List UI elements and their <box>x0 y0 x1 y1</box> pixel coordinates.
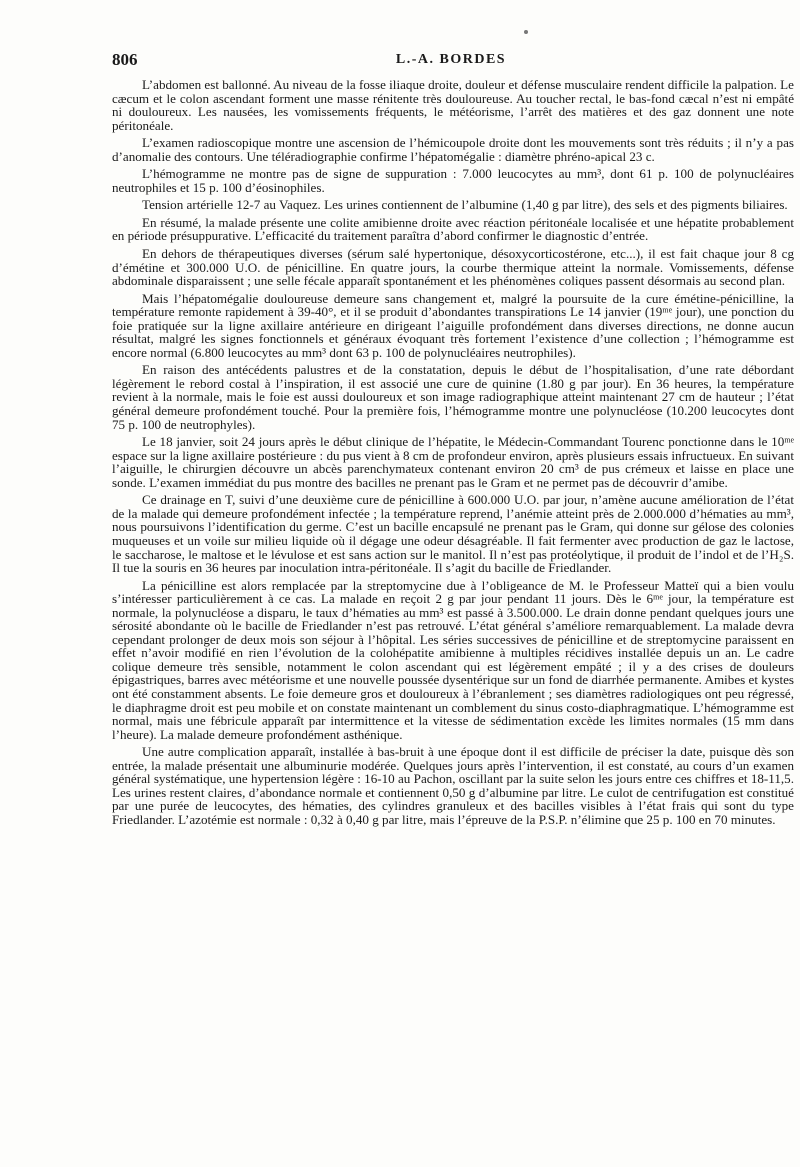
paragraph: En dehors de thérapeutiques diverses (sérum salé hypertonique, désoxycorticostérone, etc...), il est fait chaque jour 8 cg d’émétine et 300.000 U.O. de pénicilline. En quatre jours, la courbe thermique atteint la normale. Vomissements, défense abdominale disparaissent ; une selle fécale apparaît spontanément et les phénomènes coliques passent désormais au second plan. <box>112 246 794 289</box>
paragraph: L’hémogramme ne montre pas de signe de suppuration : 7.000 leucocytes au mm³, dont 61 p. 100 de polynucléaires neutrophiles et 15 p. 100 d’éosinophiles. <box>112 166 794 195</box>
article-body <box>112 78 794 830</box>
paragraph: Une autre complication apparaît, installée à bas-bruit à une époque dont il est difficile de préciser la date, puisque dès son entrée, la malade présentait une albuminurie modérée. Quelques jours après l’intervention, il est constaté, au cours d’un examen général systématique, une hypertension légère : 16-10 au Pachon, oscillant par la suite selon les jours entre ces chiffres et 18-11,5. Les urines restent claires, d’abondance normale et contiennent 0,50 g d’albumine par litre. Le culot de centrifugation est constitué par une purée de leucocytes, des hématies, des cylindres granuleux et des bacilles visibles à l’état frais qui sont du type Friedlander. L’azotémie est normale : 0,32 à 0,40 g par litre, mais l’épreuve de la P.S.P. n’élimine que 25 p. 100 en 70 minutes. <box>112 744 794 827</box>
paragraph: Le 18 janvier, soit 24 jours après le début clinique de l’hépatite, le Médecin-Commandant Tourenc ponctionne dans le 10ᵐᵉ espace sur la ligne axillaire postérieure : du pus vient à 8 cm de profondeur environ, après plusieurs essais infructueux. En suivant l’aiguille, le chirurgien découvre un abcès parenchymateux contenant environ 20 cm³ de pus crémeux et laisse en place une sonde. L’examen immédiat du pus montre des bacilles ne prenant pas le Gram et ne permet pas de découvrir d’amibe. <box>112 434 794 490</box>
print-speck <box>524 30 528 34</box>
paragraph: Mais l’hépatomégalie douloureuse demeure sans changement et, malgré la poursuite de la cure émétine-pénicilline, la température remonte rapidement à 39-40°, et il se produit d’abondantes transpirations Le 14 janvier (19ᵐᵉ jour), une ponction du foie pratiquée sur la ligne axillaire antérieure en dirigeant l’aiguille profondément dans diverses directions, ne donne aucun résultat, malgré les signes fonctionnels et généraux évoquant très fortement l’existence d’une collection ; l’hémogramme est encore normal (6.800 leucocytes au mm³ dont 63 p. 100 de polynucléaires neutrophiles). <box>112 290 794 360</box>
running-head: L.-A. BORDES <box>395 52 507 67</box>
paragraph: Tension artérielle 12-7 au Vaquez. Les urines contiennent de l’albumine (1,40 g par litre), des sels et des pigments biliaires. <box>142 197 788 213</box>
paragraph: En résumé, la malade présente une colite amibienne droite avec réaction péritonéale localisée et une hépatite probablement en période présuppurative. L’efficacité du traitement paraîtra d’abord confirmer le diagnostic d’entrée. <box>112 214 794 244</box>
paragraph: La pénicilline est alors remplacée par la streptomycine due à l’obligeance de M. le Professeur Matteï qui a bien voulu s’intéresser particulièrement à ce cas. La malade en reçoit 2 g par jour pendant 11 jours. Dès le 6ᵐᵉ jour, la température est normale, la polynucléose a disparu, le taux d’hématies au mm³ est passé à 3.500.000. Le drain donne pendant quelques jours une sérosité abondante où le bacille de Friedlander n’est pas retrouvé. L’état général s’améliore remarquablement. La malade devra cependant prolonger de deux mois son séjour à l’hôpital. Les séries successives de pénicilline et de streptomycine paraissent en effet n’avoir modifié en rien l’évolution de la colohépatite amibienne à multiples récidives installée depuis un an. Le cadre colique demeure très sensible, notamment le colon ascendant qui est légèrement empâté ; il y a des crises de douleurs épigastriques, barres avec météorisme et une nouvelle poussée dysentérique sur un fond de diarrhée permanente. Amibes et kystes ont été constamment absents. Le foie demeure gros et douloureux à l’ébranlement ; ses diamètres radiologiques ont peu régressé, le diaphragme droit est peu mobile et on constate maintenant un comblement du sinus costo-diaphragmatique. L’hémogramme est normal, mais une fébricule apparaît par intermittence et la vitesse de sédimentation excède les limites normales (15 mm dans l’heure). La malade demeure profondément asthénique. <box>112 577 794 742</box>
page-number: 806 <box>112 50 138 69</box>
paragraph: Ce drainage en T, suivi d’une deuxième cure de pénicilline à 600.000 U.O. par jour, n’amène aucune amélioration de l’état de la malade qui demeure profondément infectée ; la température reprend, l’anémie atteint près de 2.000.000 d’hématies au mm³, nous poursuivons l’identification du germe. C’est un bacille encapsulé ne prenant pas le Gram, qui donne sur gélose des colonies muqueuses et un voile sur milieu liquide où il dégage une odeur désagréable. Il fait fermenter avec production de gaz le lactose, le saccharose, le maltose et le lévulose et est sans action sur le manitol. Il n’est pas protéolytique, il produit de l’indol et de l’H₂S. Il tue la souris en 36 heures par inoculation intra-péritonéale. Il s’agit du bacille de Friedlander. <box>112 492 794 576</box>
paragraph: L’examen radioscopique montre une ascension de l’hémicoupole droite dont les mouvements sont très réduits ; il n’y a pas d’anomalie des contours. Une téléradiographie confirme l’hépatomégalie : diamètre phréno-apical 23 c. <box>112 135 794 164</box>
paragraph: L’abdomen est ballonné. Au niveau de la fosse iliaque droite, douleur et défense musculaire rendent difficile la palpation. Le cæcum et le colon ascendant forment une masse rénitente très douloureuse. Au toucher rectal, le bas-fond cæcal n’est ni empâté ni douloureux. Les nausées, les vomissements fréquents, le météorisme, l’arrêt des matières et des gaz donnent une note péritonéale. <box>112 77 794 133</box>
page-header <box>112 50 770 74</box>
paragraph: En raison des antécédents palustres et de la constatation, depuis le début de l’hospitalisation, d’une rate débordant légèrement le rebord costal à l’inspiration, il est associé une cure de quinine (1.80 g par jour). En 36 heures, la température revient à la normale, mais le foie est aussi douloureux et son image radiographique atteint maintenant 27 cm de hauteur ; l’état général demeure profondément touché. Pour la première fois, l’hémogramme montre une polynucléose (10.200 leucocytes dont 75 p. 100 de neutrophyles). <box>112 362 794 432</box>
